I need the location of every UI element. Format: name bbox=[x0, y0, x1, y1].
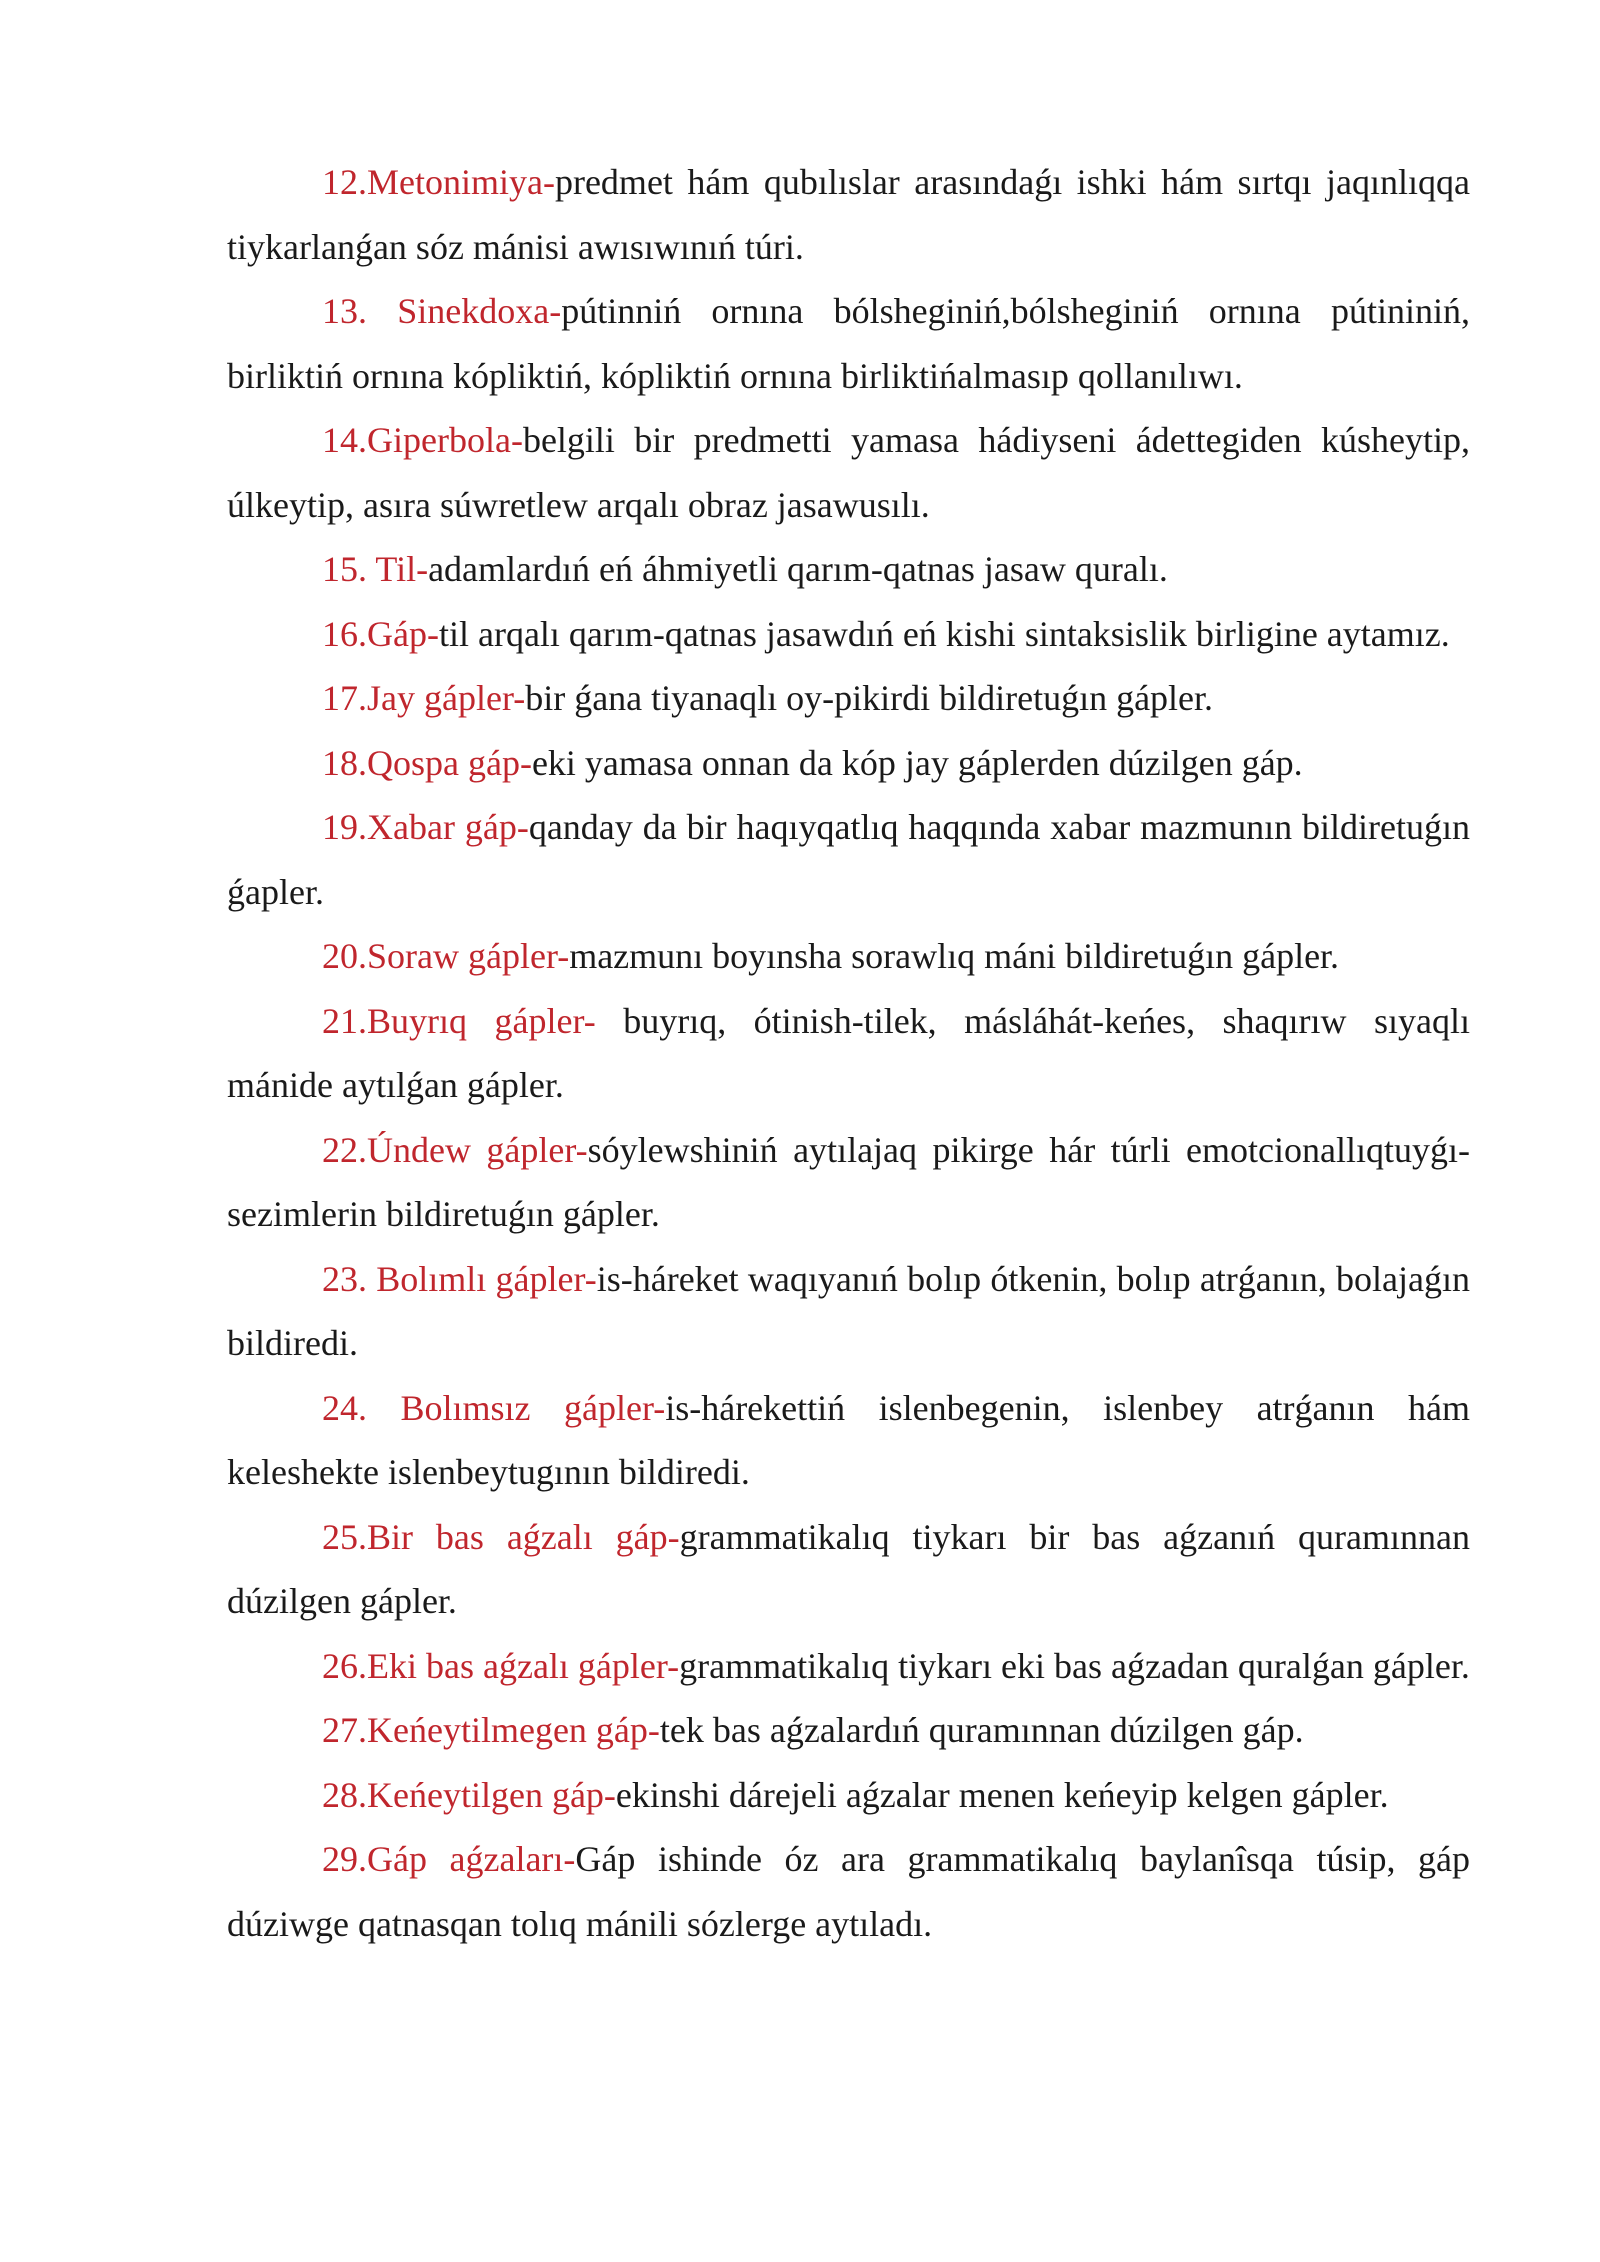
entry-bir-bas-agzali-gap bbox=[227, 1505, 1470, 1634]
entry-definition: tek bas aǵzalardıń quramınnan dúzilgen gáp. bbox=[659, 1710, 1304, 1750]
entry-definition: adamlardıń eń áhmiyetli qarım-qatnas jasaw quralı. bbox=[428, 549, 1168, 589]
entry-definition: is-hárekettiń islenbegenin, islenbey atrǵanın hám keleshekte islenbeytugının bildiredi. bbox=[227, 1387, 1470, 1492]
entry-term: 29.Gáp aǵzaları- bbox=[322, 1839, 576, 1879]
entry-term: 12.Metonimiya- bbox=[322, 162, 555, 202]
entry-definition: grammatikalıq tiykarı eki bas aǵzadan quralǵan gápler. bbox=[679, 1645, 1470, 1686]
entry-definition: buyrıq, ótinish-tilek, másláhát-keńes, shaqırıw sıyaqlı mánide aytılǵan gápler. bbox=[227, 1000, 1471, 1105]
entry-term: 16.Gáp- bbox=[322, 613, 439, 654]
entry-gap-agzalari bbox=[227, 1827, 1470, 1956]
entry-bolimsiz-gapler bbox=[227, 1376, 1470, 1505]
entry-term: 24. Bolımsız gápler- bbox=[322, 1387, 666, 1428]
entry-qospa-gap bbox=[227, 731, 1470, 796]
entry-term: 14.Giperbola- bbox=[322, 420, 523, 460]
entry-definition: eki yamasa onnan da kóp jay gáplerden dúzilgen gáp. bbox=[531, 742, 1303, 783]
entry-undew-gapler bbox=[227, 1118, 1470, 1247]
entry-term: 27.Keńeytilmegen gáp- bbox=[322, 1710, 660, 1750]
entry-sinekdoxa bbox=[227, 279, 1470, 408]
entry-keneytilgen-gap bbox=[227, 1763, 1470, 1828]
entry-gap bbox=[227, 602, 1470, 667]
entry-term: 21.Buyrıq gápler- bbox=[322, 1000, 596, 1041]
entry-definition: sóylewshiniń aytılajaq pikirge hár túrli emotcionallıqtuyǵı-sezimlerin bildiretuǵın gápler. bbox=[227, 1129, 1470, 1234]
entry-definition: belgili bir predmetti yamasa hádiyseni ádettegiden kúsheytip, úlkeytip, asıra súwretlew arqalı obraz jasawusılı. bbox=[227, 420, 1470, 525]
entry-term: 18.Qospa gáp- bbox=[322, 742, 532, 783]
entry-definition: mazmunı boyınsha sorawlıq máni bildiretuǵın gápler. bbox=[569, 936, 1340, 976]
entry-term: 17.Jay gápler- bbox=[322, 678, 526, 718]
entry-definition: ekinshi dárejeli aǵzalar menen keńeyip kelgen gápler. bbox=[615, 1774, 1389, 1815]
entry-term: 19.Xabar gáp- bbox=[322, 807, 529, 847]
entry-definition: qanday da bir haqıyqatlıq haqqında xabar mazmunın bildiretuǵın ǵapler. bbox=[227, 807, 1470, 912]
entry-soraw-gapler bbox=[227, 924, 1470, 989]
entry-giperbola bbox=[227, 408, 1470, 537]
entry-term: 15. Til- bbox=[322, 549, 429, 589]
entry-term: 28.Keńeytilgen gáp- bbox=[322, 1774, 616, 1815]
entry-definition: pútinniń ornına bólsheginiń,bólsheginiń ornına pútininiń, birliktiń ornına kópliktiń, kópliktiń ornına birliktińalmasıp qollanılıwı. bbox=[227, 291, 1470, 396]
entry-term: 23. Bolımlı gápler- bbox=[322, 1258, 597, 1299]
entry-term: 26.Eki bas aǵzalı gápler- bbox=[322, 1645, 680, 1686]
entry-definition: predmet hám qubılıslar arasındaǵı ishki hám sırtqı jaqınlıqqa tiykarlanǵan sóz mánisi awısıwınıń túri. bbox=[227, 162, 1470, 267]
entry-definition: bir ǵana tiyanaqlı oy-pikirdi bildiretuǵın gápler. bbox=[525, 678, 1214, 718]
entry-til bbox=[227, 537, 1470, 602]
entry-keneytilmegen-gap bbox=[227, 1698, 1470, 1763]
entry-definition: til arqalı qarım-qatnas jasawdıń eń kishi sintaksislik birligine aytamız. bbox=[438, 613, 1450, 654]
entry-definition: grammatikalıq tiykarı bir bas aǵzanıń quramınnan dúzilgen gápler. bbox=[227, 1516, 1470, 1621]
entry-definition: is-háreket waqıyanıń bolıp ótkenin, bolıp atrǵanın, bolajaǵın bildiredi. bbox=[227, 1258, 1470, 1363]
entry-term: 25.Bir bas aǵzalı gáp- bbox=[322, 1516, 680, 1557]
entry-bolimli-gapler bbox=[227, 1247, 1470, 1376]
entry-buyriq-gapler bbox=[227, 989, 1470, 1118]
entry-jay-gapler bbox=[227, 666, 1470, 731]
entry-term: 22.Úndew gápler- bbox=[322, 1129, 588, 1170]
entry-term: 20.Soraw gápler- bbox=[322, 936, 570, 976]
entry-metonimiya bbox=[227, 150, 1470, 279]
document-page bbox=[227, 150, 1470, 1956]
entry-definition: Gáp ishinde óz ara grammatikalıq baylanîsqa túsip, gáp dúziwge qatnasqan tolıq mánili sózlerge aytıladı. bbox=[227, 1839, 1470, 1944]
entry-term: 13. Sinekdoxa- bbox=[322, 291, 562, 331]
entry-eki-bas-agzali-gapler bbox=[227, 1634, 1470, 1699]
entry-xabar-gap bbox=[227, 795, 1470, 924]
